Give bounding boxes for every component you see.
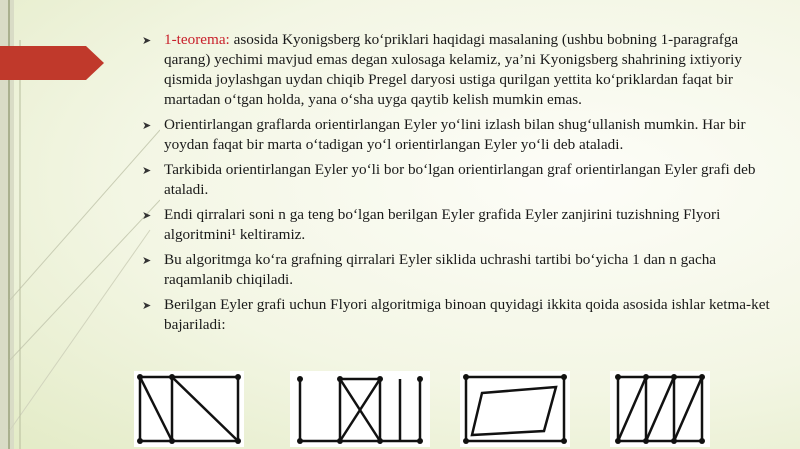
graph-figure-4 <box>610 371 710 447</box>
bullet-arrow-icon: ➤ <box>142 119 152 132</box>
graph-figure-3 <box>460 371 570 447</box>
graph-figure-1 <box>134 371 244 447</box>
graph-figures <box>130 371 780 449</box>
graph-figure-2 <box>290 371 430 447</box>
bullet-item-theorem <box>140 30 780 110</box>
bullet-arrow-icon: ➤ <box>142 254 152 267</box>
bullet-text: Bu algoritmga ko‘ra grafning qirralari Eyler siklida uchrashi tartibi bo‘yicha 1 dan n gacha raqamlanib chiqiladi. <box>164 251 717 288</box>
bullet-list <box>140 30 780 340</box>
bullet-item <box>140 295 780 335</box>
bullet-arrow-icon: ➤ <box>142 34 152 47</box>
bullet-text: Endi qirralari soni n ga teng bo‘lgan berilgan Eyler grafida Eyler zanjirini tuzishning Flyori algoritmini¹ keltiramiz. <box>164 206 721 243</box>
bullet-arrow-icon: ➤ <box>142 164 152 177</box>
bullet-text <box>164 30 780 110</box>
bullet-text: Berilgan Eyler grafi uchun Flyori algoritmiga binoan quyidagi ikkita qoida asosida ishlar ketma-ket bajariladi: <box>164 296 770 333</box>
bullet-item <box>140 115 780 155</box>
title-arrow-icon <box>0 46 104 80</box>
bullet-text: Orientirlangan graflarda orientirlangan Eyler yo‘lini izlash bilan shug‘ullanish mumkin. Har bir yoydan faqat bir marta o‘tadigan yo‘l orientirlangan Eyler yo‘li deb ataladi. <box>164 116 746 153</box>
bullet-text: Tarkibida orientirlangan Eyler yo‘li bor bo‘lgan orientirlangan graf orientirlangan Eyler grafi deb ataladi. <box>164 161 756 198</box>
theorem-label: 1-teorema: <box>164 31 230 48</box>
bullet-arrow-icon: ➤ <box>142 209 152 222</box>
bullet-item <box>140 250 780 290</box>
bullet-item <box>140 160 780 200</box>
theorem-body: asosida Kyonigsberg ko‘priklari haqidagi masalaning (ushbu bobning 1-paragrafga qarang) yechimi mavjud emas degan xulosaga kelamiz, ya’ni Kyonigsberg shahrining ixtiyoriy qismida joylashgan uydan chiqib Pregel daryosi ustiga qurilgan yettita ko‘priklardan faqat bir martadan o‘tgan holda, yana o‘sha uyga qaytib kelish mumkin emas. <box>164 31 742 108</box>
bullet-item <box>140 205 780 245</box>
bullet-arrow-icon: ➤ <box>142 299 152 312</box>
